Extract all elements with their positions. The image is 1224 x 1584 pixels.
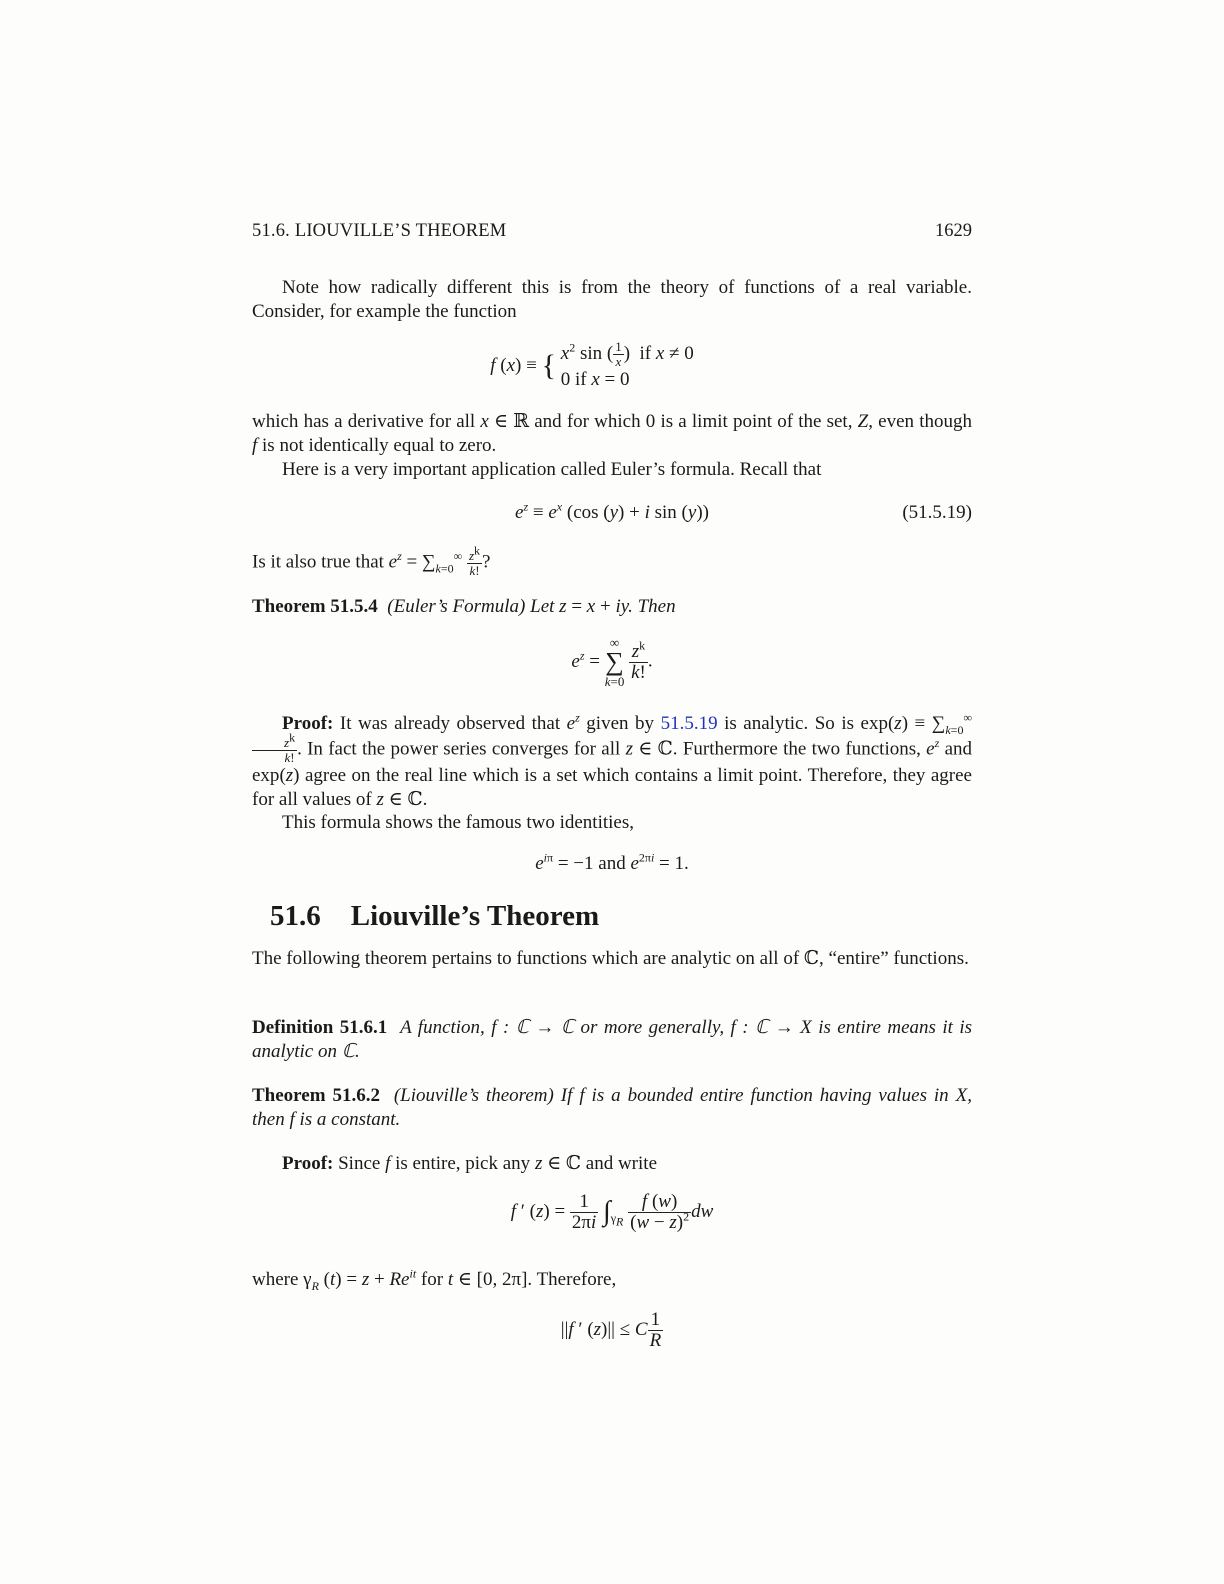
equation-identities: $e^{i\pi} = -1$ and $e^{2\pi i} = 1$.: [535, 850, 689, 874]
paragraph-intro: Note how radically different this is from the theory of functions of a real variable. Consider, for example the function: [252, 277, 972, 322]
proof-euler: Proof: It was already observed that $e^z$ given by 51.5.19 is analytic. So is $\exp(z) \equiv \sum_{k=0}^\infty$ $\frac{z^k}{k!}$ . In fact the power series converges for all z ∈ ℂ. Furthermore the two functions, $e^z$ and exp(z) agree on the real line which is a set which contains a limit point. Therefore, they agree for all values of z ∈ ℂ.: [252, 710, 973, 811]
paragraph-derivative: which has a derivative for all x ∈ ℝ and for which 0 is a limit point of the set, Z, even though f is not identically equal to zero.: [252, 411, 972, 456]
proof-liouville: Proof: Since f is entire, pick any z ∈ ℂ and write: [282, 1153, 658, 1174]
proof-label: Proof:: [282, 713, 334, 734]
equation-51-5-19: $e^z \equiv e^x$ (cos (y) + i sin (y)) (51.5.19): [515, 499, 972, 523]
section-heading: [270, 900, 599, 933]
section-number: 51.6: [270, 900, 321, 932]
paragraph-entire: The following theorem pertains to functions which are analytic on all of ℂ, “entire” functions.: [252, 948, 969, 969]
equation-euler-series: $e^z$ = ∞ ∑ k=0 $\frac{z^k}{k!}$ .: [571, 635, 653, 689]
question-line: Is it also true that $e^z = \sum_{k=0}^\infty$ $\frac{z^k}{k!}$ ?: [252, 543, 491, 578]
paragraph-identities-intro: This formula shows the famous two identities,: [282, 812, 634, 833]
equation-cauchy-derivative: f ′ (z) = $\frac{1}{2\pi i}$ $\int_{\gamma_R}$ $\frac{f (w)}{(w - z)^2}$ dw: [510, 1191, 714, 1233]
equation-piecewise: f (x) ≡ { $x^2$ sin ( $\frac{1}{x}$ ) if x ≠ 0 0 if x = 0: [490, 339, 694, 391]
equation-bound: ||f ′ (z)|| ≤ C $\frac{1}{R}$: [560, 1309, 662, 1351]
page-number: 1629: [935, 221, 972, 241]
theorem-label: Theorem 51.6.2: [252, 1085, 380, 1106]
equation-number: (51.5.19): [902, 502, 972, 523]
section-title: Liouville’s Theorem: [350, 900, 600, 932]
paragraph-gamma-def: where $\gamma_R$ $(t) = z + Re^{it}$ for t ∈ [0, 2π]. Therefore,: [252, 1266, 617, 1293]
definition-label: Definition 51.6.1: [252, 1017, 388, 1038]
theorem-euler: Theorem 51.5.4 (Euler’s Formula) Let z = x + iy. Then: [252, 596, 676, 617]
theorem-label: Theorem 51.5.4: [252, 596, 378, 617]
proof-label: Proof:: [282, 1153, 334, 1174]
definition-entire: Definition 51.6.1 A function, f : ℂ → ℂ or more generally, f : ℂ → X is entire means it is analytic on ℂ.: [252, 1017, 973, 1062]
equation-reference-link[interactable]: 51.5.19: [660, 713, 718, 734]
paragraph-euler-intro: Here is a very important application called Euler’s formula. Recall that: [282, 459, 822, 480]
header-section-title: 51.6. LIOUVILLE’S THEOREM: [252, 221, 507, 241]
theorem-liouville: Theorem 51.6.2 (Liouville’s theorem) If f is a bounded entire function having values in X, then f is a constant.: [252, 1085, 972, 1130]
